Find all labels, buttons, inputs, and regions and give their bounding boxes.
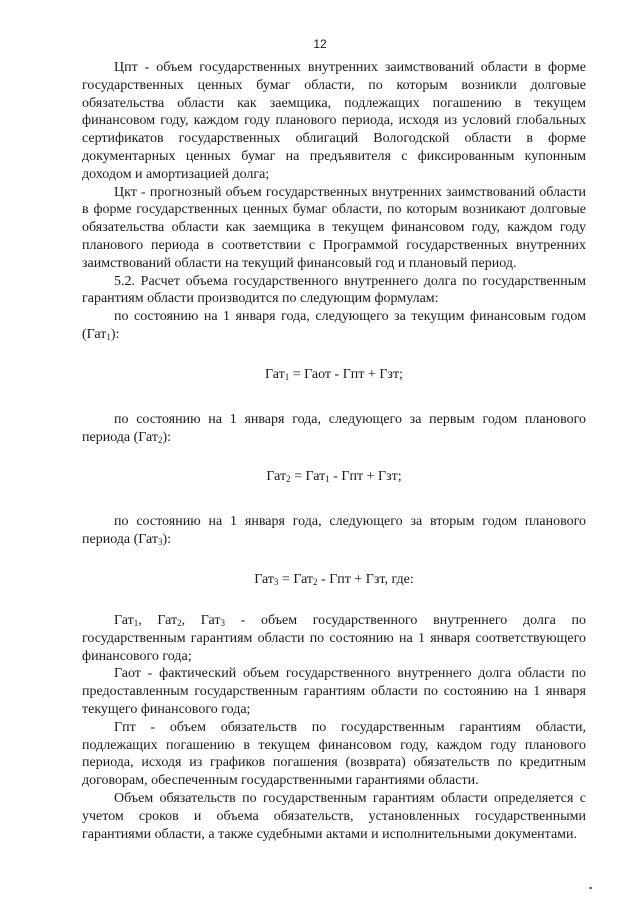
formula-gat3 bbox=[82, 571, 586, 589]
gat-definition-text: - объем государственного внутреннего долга по государственным гарантиям области по состоянию на 1 января соответствующего финансового года; bbox=[82, 612, 587, 664]
case-first-plan-year-subscript: 2 bbox=[158, 434, 163, 445]
paragraph-ckt-definition: Цкт - прогнозный объем государственных внутренних заимствований области в форме государственных ценных бумаг области, по которым возникают долговые обязательства области как заемщика в текущем финансовом году, каждом году планового периода в соответствии с Программой государственных внутренних заимствований области на текущий финансовый год и плановый период. bbox=[82, 184, 586, 271]
gat-definition-term3: , Гат bbox=[181, 612, 221, 628]
case-first-plan-year-end: ): bbox=[162, 429, 172, 445]
formula-gat2-rest: - Гпт + Гзт; bbox=[329, 469, 402, 485]
paragraph-cpt-definition: Цпт - объем государственных внутренних заимствований области в форме государственных ценных бумаг области, по которым возникли долговые обязательства области как заемщика, подлежащих погашению в текущем финансовом году, каждом году планового периода, исходя из условий глобальных сертификатов государственных облигаций Вологодской области в форме документарных ценных бумаг на предъявителя с фиксированным купонным доходом и амортизацией долга; bbox=[82, 60, 586, 182]
formula-gat3-rest: - Гпт + Гзт, где: bbox=[317, 571, 414, 587]
paragraph-obligations-volume: Объем обязательств по государственным гарантиям области определяется с учетом сроков и объема обязательств, установленных государственными гарантиями области, а также судебными актами и исполнительными документами. bbox=[82, 790, 586, 842]
scan-speck bbox=[589, 887, 592, 889]
gat-definition-term1: Гат bbox=[114, 612, 134, 628]
formula-gat3-lhs-subscript: 3 bbox=[273, 576, 279, 587]
formula-gat1-rhs: = Гаот - Гпт + Гзт; bbox=[289, 366, 403, 382]
case-current-year-subscript: 1 bbox=[106, 331, 111, 342]
formula-gat3-mid-subscript: 2 bbox=[313, 576, 318, 587]
gat-definition-sub3: 3 bbox=[220, 617, 225, 628]
formula-gat3-mid: = Гат bbox=[278, 571, 314, 587]
formula-gat2-lhs: Гат bbox=[266, 469, 287, 485]
gat-definition-term2: , Гат bbox=[138, 612, 178, 628]
formula-gat1-lhs: Гат bbox=[265, 366, 285, 382]
formula-gat2 bbox=[82, 468, 586, 486]
page-number: 12 bbox=[313, 37, 327, 51]
paragraph-gpt-definition: Гпт - объем обязательств по государственным гарантиям области, подлежащих погашению в текущем финансовом году, каждом году планового периода, исходя из графиков погашения (возврата) обязательств по кредитным договорам, обеспеченным государственными гарантиями области. bbox=[82, 719, 586, 789]
formula-gat2-mid: = Гат bbox=[290, 469, 326, 485]
paragraph-case-current-year bbox=[82, 308, 586, 344]
formula-gat2-mid-subscript: 1 bbox=[325, 474, 330, 485]
case-current-year-text: по состоянию на 1 января года, следующего за текущим финансовым годом (Гат bbox=[82, 309, 586, 342]
case-first-plan-year-text: по состоянию на 1 января года, следующего за первым годом планового периода (Гат bbox=[82, 411, 586, 445]
paragraph-case-second-plan-year bbox=[82, 513, 586, 549]
document-body bbox=[82, 59, 586, 843]
case-second-plan-year-text: по состоянию на 1 января года, следующего за вторым годом планового периода (Гат bbox=[82, 514, 586, 548]
case-current-year-end: ): bbox=[110, 326, 120, 342]
formula-gat2-lhs-subscript: 2 bbox=[286, 474, 291, 485]
gat-definition-sub2: 2 bbox=[177, 617, 182, 628]
paragraph-case-first-plan-year bbox=[82, 411, 586, 447]
paragraph-gat-definition bbox=[82, 612, 586, 665]
paragraph-section-5-2: 5.2. Расчет объема государственного внутреннего долга по государственным гарантиям области производится по следующим формулам: bbox=[82, 273, 586, 307]
case-second-plan-year-end: ): bbox=[162, 532, 172, 548]
formula-gat1-lhs-subscript: 1 bbox=[284, 371, 290, 382]
paragraph-gaot-definition: Гаот - фактический объем государственного внутреннего долга области по предоставленным государственным гарантиям области по состоянию на 1 января текущего финансового года; bbox=[82, 666, 586, 717]
formula-gat3-lhs: Гат bbox=[254, 571, 274, 587]
formula-gat1 bbox=[82, 366, 586, 384]
case-second-plan-year-subscript: 3 bbox=[158, 537, 163, 548]
gat-definition-sub1: 1 bbox=[133, 617, 139, 628]
